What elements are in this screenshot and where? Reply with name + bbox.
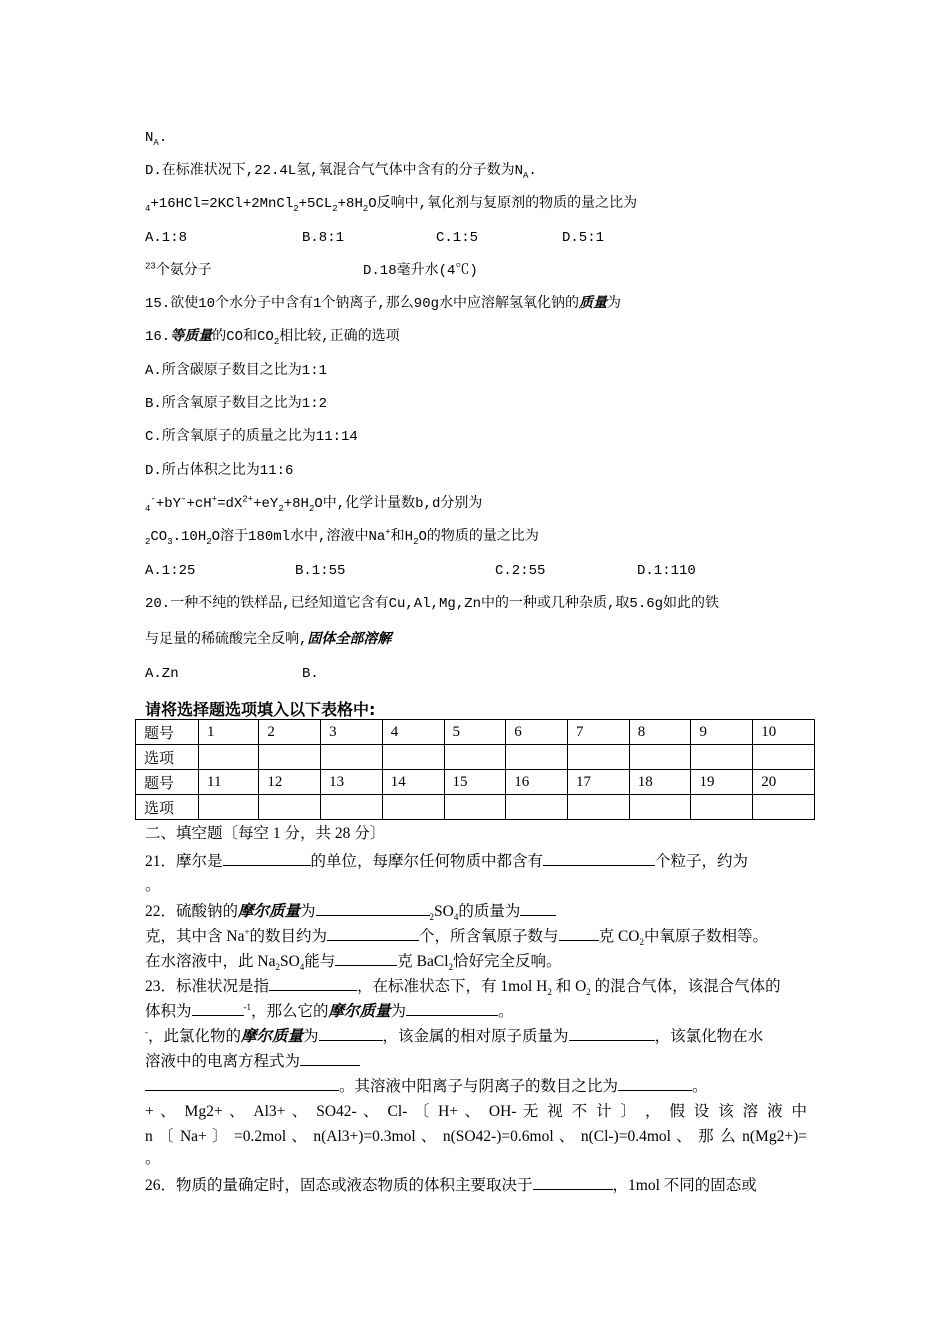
question-16-option-b: B.所含氧原子数目之比为1:2 (145, 396, 328, 412)
blank[interactable] (559, 925, 599, 941)
table-cell: 7 (568, 720, 630, 745)
table-cell: 9 (691, 720, 753, 745)
text-line: $N_A$. (145, 130, 168, 148)
table-cell: 13 (321, 770, 383, 795)
blank[interactable] (269, 975, 357, 991)
table-cell: 19 (691, 770, 753, 795)
blank[interactable] (618, 1075, 692, 1091)
table-cell: 20 (753, 770, 815, 795)
table-heading: 请将选择题选项填入以下表格中: (145, 700, 376, 719)
blank[interactable] (406, 1000, 498, 1016)
option-d: D.18毫升水(4℃) (363, 263, 478, 279)
table-cell: 10 (753, 720, 815, 745)
table-cell: 4 (382, 720, 444, 745)
option-a: A.1:8 (145, 230, 188, 246)
answer-cell[interactable] (199, 795, 259, 820)
answer-cell[interactable] (382, 795, 444, 820)
question-25-line-2: n 〔 Na+ 〕 =0.2mol 、 n(Al3+)=0.3mol 、 n(SO42-)=0.6mol 、 n(Cl-)=0.4mol 、 那 么 n(Mg2+)= (145, 1128, 807, 1145)
option-d: D.1:110 (637, 563, 696, 579)
table-cell: 12 (259, 770, 321, 795)
blank[interactable] (520, 900, 556, 916)
table-cell: 18 (629, 770, 691, 795)
table-cell: 6 (506, 720, 568, 745)
question-20-line-1: 20.一种不纯的铁样品,已经知道它含有Cu,Al,Mg,Zn中的一种或几种杂质,取5.6g如此的铁 (145, 596, 720, 612)
option-a: A.Zn (145, 666, 179, 682)
blank[interactable] (192, 1000, 244, 1016)
table-cell: 3 (321, 720, 383, 745)
question-16-option-d: D.所占体积之比为11:6 (145, 463, 294, 479)
table-cell: 16 (506, 770, 568, 795)
question-24-line-3: 。其溶液中阳离子与阴离子的数目之比为 。 (145, 1075, 708, 1097)
table-cell: 8 (629, 720, 691, 745)
option-b: B.8:1 (302, 230, 345, 246)
question-21: 21．摩尔是 的单位，每摩尔任何物质中都含有 个粒子，约为 (145, 850, 748, 872)
table-cell: 2 (259, 720, 321, 745)
question-25-end: 。 (145, 1150, 161, 1167)
table-row (136, 770, 815, 795)
blank[interactable] (533, 1174, 613, 1190)
question-20-line-2: 与足量的稀硫酸完全反响,固体全部溶解 (145, 632, 392, 648)
question-24-line-2: 溶液中的电离方程式为 (145, 1050, 360, 1072)
option-d-line: D.在标准状况下,22.4L氢,氧混合气气体中含有的分子数为$N_A$. (145, 163, 537, 181)
blank[interactable] (543, 850, 655, 866)
question-24: -，此氯化物的摩尔质量为 ，该金属的相对原子质量为 ，该氯化物在水 (145, 1026, 764, 1045)
answer-cell[interactable] (444, 795, 506, 820)
blank[interactable] (319, 1025, 383, 1041)
row-label: 选项 (136, 795, 199, 820)
question-26: 26．物质的量确定时，固态或液态物质的体积主要取决于 ，1mol 不同的固态或 (145, 1174, 757, 1196)
table-cell: 15 (444, 770, 506, 795)
answer-cell[interactable] (753, 745, 815, 770)
blank[interactable] (316, 900, 430, 916)
answer-cell[interactable] (259, 745, 321, 770)
table-cell: 17 (568, 770, 630, 795)
answer-cell[interactable] (444, 745, 506, 770)
question-22-line-2: 克，其中含 Na+的数目约为 个，所含氧原子数与 克 $CO_2$中氧原子数相等。 (145, 926, 768, 948)
option-c: C.1:5 (436, 230, 479, 246)
answer-cell[interactable] (506, 795, 568, 820)
blank[interactable] (145, 1075, 339, 1091)
answer-cell[interactable] (568, 745, 630, 770)
answer-cell[interactable] (629, 745, 691, 770)
answer-cell[interactable] (321, 795, 383, 820)
blank[interactable] (300, 1050, 360, 1066)
row-label: 题号 (136, 770, 199, 795)
answer-cell[interactable] (753, 795, 815, 820)
section-2-heading: 二、填空题〔每空 1 分，共 28 分〕 (145, 825, 386, 842)
answer-cell[interactable] (691, 745, 753, 770)
option-c: C.2:55 (495, 563, 546, 579)
question-15: 15.欲使10个水分子中含有1个钠离子,那么90g水中应溶解氢氧化钠的质量为 (145, 296, 622, 312)
answer-cell[interactable] (506, 745, 568, 770)
question-22: 22．硫酸钠的摩尔质量为 $_2SO_4$的质量为 (145, 900, 556, 922)
option-a: A.1:25 (145, 563, 196, 579)
question-19-stem: $_2CO_3.10H_2O$溶于180ml水中,溶液中Na+和$H_2O$的物质的量之比为 (145, 527, 539, 547)
option-b: B.1:55 (295, 563, 346, 579)
blank[interactable] (327, 925, 419, 941)
blank[interactable] (335, 950, 397, 966)
question-16-option-c: C.所含氧原子的质量之比为11:14 (145, 429, 358, 445)
answer-cell[interactable] (691, 795, 753, 820)
table-cell: 11 (199, 770, 259, 795)
answer-cell[interactable] (629, 795, 691, 820)
question-16-stem: 16.等质量的CO和$CO_2$相比较,正确的选项 (145, 329, 400, 347)
table-row (136, 745, 815, 770)
table-row (136, 795, 815, 820)
row-label: 题号 (136, 720, 199, 745)
question-18-stem: $_4^-+bY^-+cH^+=dX^{2+}+eY_2+8H_2O$中,化学计量数b,d分别为 (145, 494, 483, 514)
table-row (136, 720, 815, 745)
answer-cell[interactable] (259, 795, 321, 820)
blank[interactable] (223, 850, 311, 866)
answer-cell[interactable] (568, 795, 630, 820)
option-b: B. (302, 666, 319, 682)
question-21-end: 。 (145, 877, 161, 894)
question-25-line-1: + 、 Mg2+ 、 Al3+ 、 SO42- 、 Cl- 〔 H+ 、 OH- 无 视 不 计 〕 ， 假 设 该 溶 液 中 (145, 1103, 807, 1120)
question-16-option-a: A.所含碳原子数目之比为1:1 (145, 363, 328, 379)
document-page: $N_A$. D.在标准状况下,22.4L氢,氧混合气气体中含有的分子数为$N_A$. $_4+16HCl=2KCl+2MnCl_2+5CL_2+8H_2O$反响中,氧化剂与复原剂的物质的量之比为 A.1:8 B.8:1 C.1:5 D.5:1 $^{23}$个氨分子 D.18毫升水(4℃) 15.欲使10个水分子中含有1个钠离子,那么90g水中应溶解氢氧化钠的质量为 16.等质量的CO和$CO_2$相比较,正确的选项 A.所含碳原子数目之比为1:1 B.所含氧原子数目之比为1:2 C.所含氧原子的质量之比为11:14 D.所占体积之比为11:6 $_4^-+bY^-+cH^+=dX^{2+}+eY_2+8H_2O$中,化学计量数b,d分别为 $_2CO_3.10H_2O$溶于180ml水中,溶液中Na+和$H_2O$的物质的量之比为 A.1:25 B.1:55 C.2:55 D.1:110 20.一种不纯的铁样品,已经知道它含有Cu,Al,Mg,Zn中的一种或几种杂质,取5.6g如此的铁 与足量的稀硫酸完全反响,固体全部溶解 A.Zn B. 请将选择题选项填入以下表格中: 题号 1 2 3 4 5 6 7 8 9 10 选项 题号 11 12 13 14 15 16 17 18 19 20 选项 二、填空题〔每空 1 分，共 28 分〕 21．摩尔是 的单位，每摩尔任何物质中都含有 个粒子，约为 。 22．硫酸钠的摩尔质量为 $_2SO_4$的质量为 克，其中含 Na+的数目约为 个，所含氧原子数与 克 $CO_2$中氧原子数相等。 在水溶液中，此 $Na_2SO_4$能与 克 BaCl$_2$恰好完全反响。 23．标准状况是指 ，在标准状态下，有 1mol $H_2$ 和 $O_2$ 的混合气体，该混合气体的 体积为 $^{-1}$，那么它的摩尔质量为 。 -，此氯化物的摩尔质量为 ，该金属的相对原子质量为 ，该氯化物在水 溶液中的电离方程式为 。其溶液中阳离子与阴离子的数目之比为 。 + 、 Mg2+ 、 Al3+ 、 SO42- 、 Cl- 〔 H+ 、 OH- 无 视 不 计 〕 ， 假 设 该 溶 液 中 n 〔 Na+ 〕 =0.2mol 、 n(Al3+)=0.3mol 、 n(SO42-)=0.6mol 、 n(Cl-)=0.4mol 、 那 么 n(Mg2+)= 。 26．物质的量确定时，固态或液态物质的体积主要取决于 ，1mol 不同的固态或 (0, 0, 950, 1344)
table-cell: 5 (444, 720, 506, 745)
row-label: 选项 (136, 745, 199, 770)
blank[interactable] (569, 1025, 655, 1041)
answer-cell[interactable] (382, 745, 444, 770)
answer-cell[interactable] (199, 745, 259, 770)
table-cell: 14 (382, 770, 444, 795)
question-23-line-2: 体积为 $^{-1}$，那么它的摩尔质量为 。 (145, 1001, 514, 1020)
question-23: 23．标准状况是指 ，在标准状态下，有 1mol $H_2$ 和 $O_2$ 的混合气体，该混合气体的 (145, 975, 781, 997)
option-d: D.5:1 (562, 230, 605, 246)
question-14-stem: $_4+16HCl=2KCl+2MnCl_2+5CL_2+8H_2O$反响中,氧化剂与复原剂的物质的量之比为 (145, 196, 638, 214)
table-cell: 1 (199, 720, 259, 745)
answer-cell[interactable] (321, 745, 383, 770)
answer-table (135, 719, 815, 820)
question-22-line-3: 在水溶液中，此 $Na_2SO_4$能与 克 BaCl$_2$恰好完全反响。 (145, 950, 562, 972)
